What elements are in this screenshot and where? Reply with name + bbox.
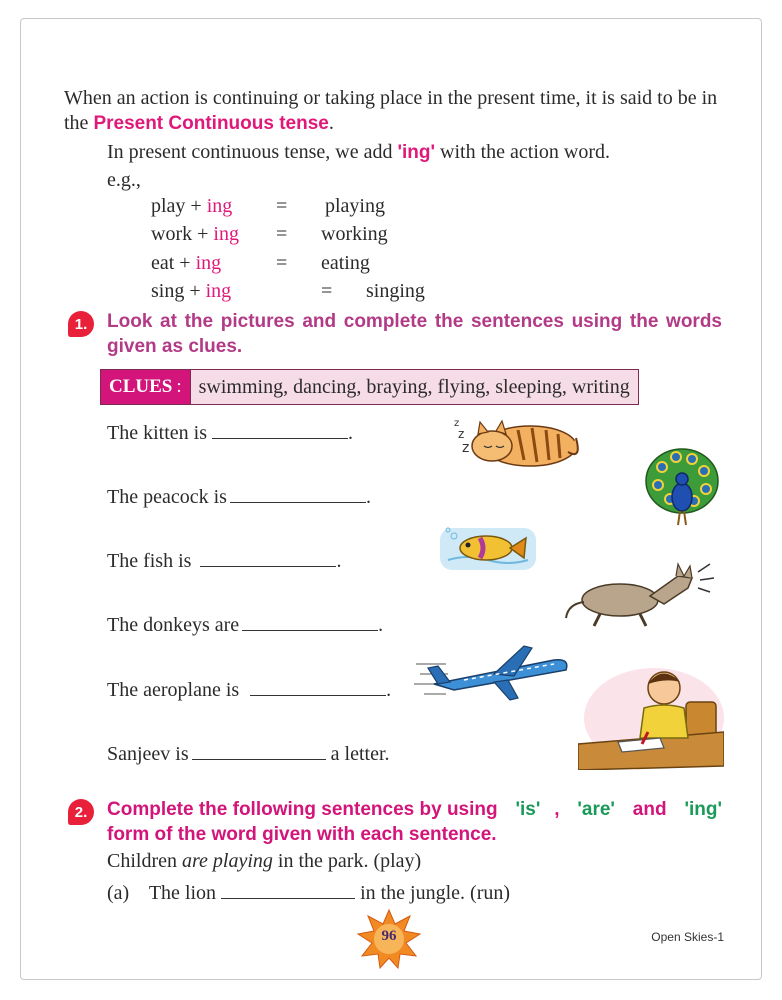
example-base: sing + [151, 280, 201, 302]
clues-words: swimming, dancing, braying, flying, sleeping, writing [190, 370, 638, 404]
intro-term: Present Continuous tense [93, 113, 329, 134]
example-suffix: ing [213, 223, 239, 245]
example-eq: = [276, 223, 288, 245]
svg-text:z: z [458, 427, 465, 441]
answer-blank[interactable] [221, 880, 355, 899]
answer-blank[interactable] [200, 548, 336, 567]
rule-line [107, 140, 610, 165]
example-result: eating [321, 252, 370, 274]
peacock-illustration [642, 445, 722, 530]
example-result: playing [325, 195, 385, 217]
answer-blank[interactable] [250, 677, 386, 696]
example-eq: = [276, 252, 288, 274]
sentence-peacock: The peacock is . [107, 486, 371, 508]
swimming-fish-illustration [440, 524, 540, 574]
svg-text:z: z [454, 418, 460, 429]
sentence-donkeys: The donkeys are . [107, 614, 384, 636]
sanjeev-writing-illustration [578, 662, 724, 770]
example-base: play + [151, 195, 202, 217]
braying-donkey-illustration [560, 558, 720, 630]
example-base: work + [151, 223, 209, 245]
example-sentence: Children are playing in the park. (play) [107, 850, 422, 872]
footer-book-title: Open Skies-1 [651, 930, 724, 944]
example-result: working [321, 223, 388, 245]
example-suffix: ing [205, 280, 232, 302]
sentence-kitten: The kitten is . [107, 422, 353, 444]
sentence-sanjeev: Sanjeev is a letter. [107, 743, 390, 765]
example-row [151, 195, 232, 218]
rule-post: with the action word. [440, 141, 610, 163]
example-eq: = [321, 280, 333, 302]
example-eq: = [276, 195, 288, 217]
example-row [151, 280, 231, 303]
flying-aeroplane-illustration [414, 640, 574, 702]
rule-pre: In present continuous tense, we add [107, 141, 393, 163]
sleeping-kitten-illustration [440, 408, 585, 470]
example-suffix: ing [195, 252, 222, 274]
svg-text:z: z [462, 440, 470, 456]
answer-blank[interactable] [192, 741, 326, 760]
example-suffix: ing [206, 195, 233, 217]
eg-label: e.g., [107, 169, 141, 191]
example-base: eat + [151, 252, 191, 274]
page-number: 96 [381, 928, 397, 944]
answer-blank[interactable] [230, 484, 366, 503]
example-result: singing [366, 280, 425, 302]
clues-box [100, 369, 639, 405]
rule-ing: 'ing' [397, 142, 436, 163]
answer-blank[interactable] [212, 420, 348, 439]
example-row [151, 252, 221, 275]
question-2-badge: 2. [68, 799, 94, 825]
intro-text: When an action is continuing or taking place in the present time, it is said to be in the [64, 87, 718, 134]
example-row [151, 223, 239, 246]
question-2-text: Complete the following sentences by using 'is' , 'are' and 'ing' form of the word given with each sentence. [107, 799, 722, 845]
item-a-sentence: (a) The lion in the jungle. (run) [107, 882, 511, 904]
clues-label: CLUES : [101, 370, 190, 404]
question-1-text: Look at the pictures and complete the sentences using the words given as clues. [107, 311, 722, 357]
question-1-badge: 1. [68, 311, 94, 337]
answer-blank[interactable] [242, 612, 378, 631]
intro-end: . [328, 112, 334, 134]
intro-paragraph [64, 86, 724, 136]
sentence-fish: The fish is . [107, 550, 342, 572]
sentence-aeroplane: The aeroplane is . [107, 679, 392, 701]
